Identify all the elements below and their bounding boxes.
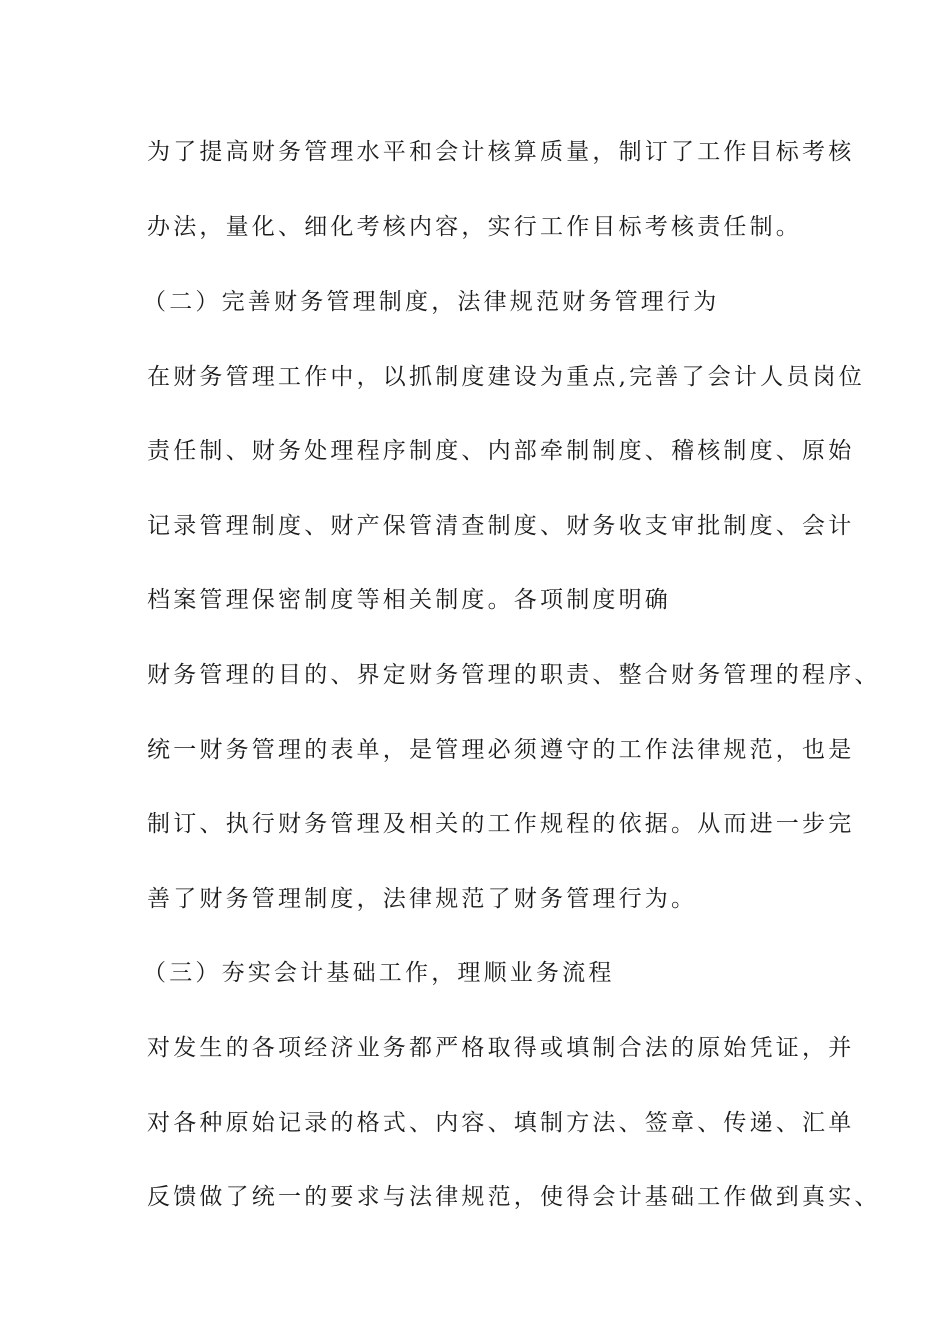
section-heading: （三）夯实会计基础工作，理顺业务流程 [143, 960, 615, 986]
paragraph-line: 财务管理的目的、界定财务管理的职责、整合财务管理的程序、 [147, 662, 881, 688]
paragraph-line: 对各种原始记录的格式、内容、填制方法、签章、传递、汇单 [147, 1110, 855, 1136]
paragraph-line: 办法，量化、细化考核内容，实行工作目标考核责任制。 [147, 214, 802, 240]
paragraph-line: 档案管理保密制度等相关制度。各项制度明确 [147, 587, 671, 613]
paragraph-line: 反馈做了统一的要求与法律规范，使得会计基础工作做到真实、 [147, 1184, 881, 1210]
paragraph-line: 统一财务管理的表单，是管理必须遵守的工作法律规范，也是 [147, 737, 855, 763]
paragraph-line: 善了财务管理制度，法律规范了财务管理行为。 [147, 886, 698, 912]
paragraph-line: 在财务管理工作中，以抓制度建设为重点,完善了会计人员岗位 [147, 364, 865, 390]
paragraph-line: 责任制、财务处理程序制度、内部牵制制度、稽核制度、原始 [147, 438, 855, 464]
section-heading: （二）完善财务管理制度，法律规范财务管理行为 [143, 289, 720, 315]
paragraph-line: 记录管理制度、财产保管清查制度、财务收支审批制度、会计 [147, 513, 855, 539]
paragraph-line: 制订、执行财务管理及相关的工作规程的依据。从而进一步完 [147, 811, 855, 837]
paragraph-line: 为了提高财务管理水平和会计核算质量，制订了工作目标考核 [147, 139, 855, 165]
paragraph-line: 对发生的各项经济业务都严格取得或填制合法的原始凭证，并 [147, 1035, 855, 1061]
